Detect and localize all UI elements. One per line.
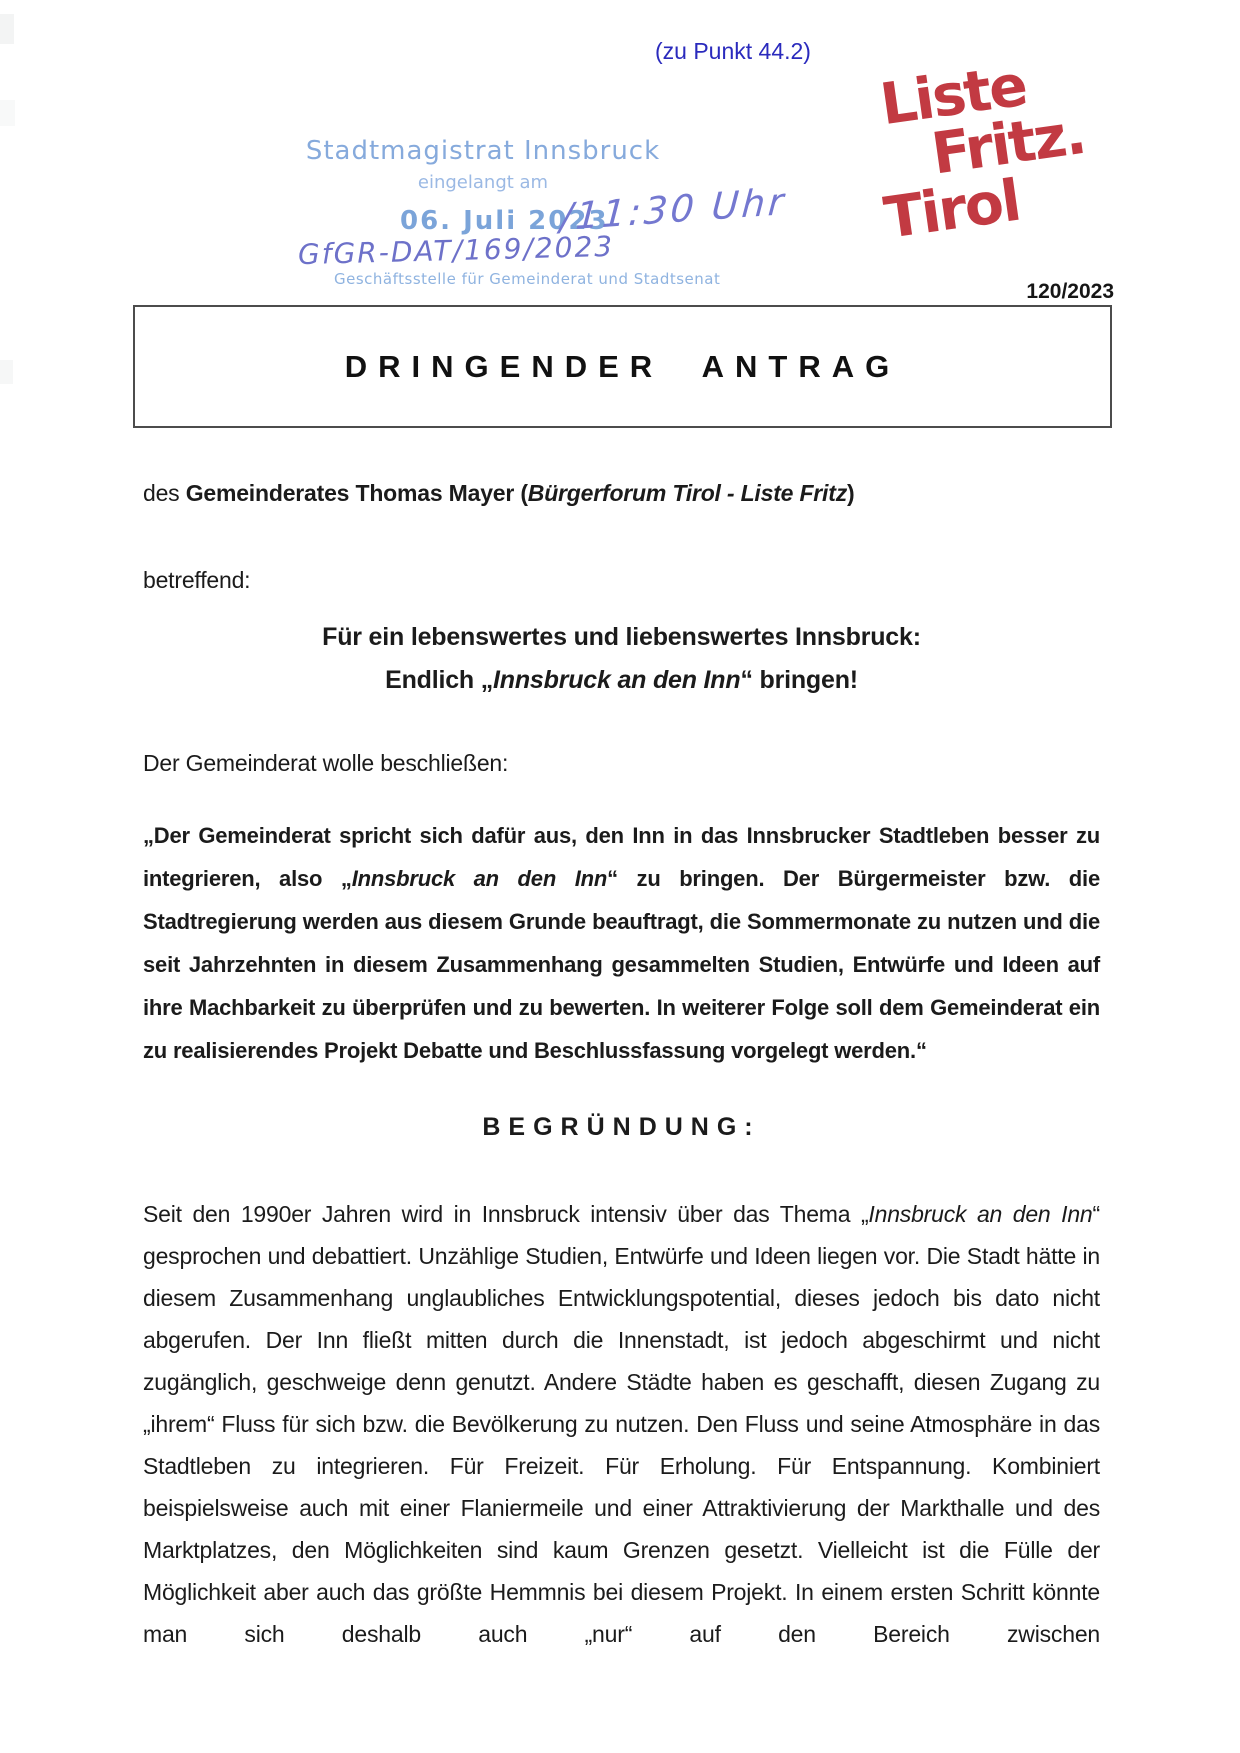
liste-fritz-tirol-logo xyxy=(867,50,1096,252)
justification-heading: BEGRÜNDUNG: xyxy=(482,1113,761,1141)
incoming-stamp xyxy=(297,136,788,288)
motion-lead-in: Der Gemeinderat wolle beschließen: xyxy=(143,750,509,776)
regarding-label: betreffend: xyxy=(143,567,251,593)
document-body xyxy=(143,478,1100,1655)
stamp-date: 06. Juli 2023 xyxy=(400,206,609,236)
stamp-received-label: eingelangt am xyxy=(417,172,549,193)
motion-text: „Der Gemeinderat spricht sich dafür aus, den Inn in das Innsbrucker Stadtleben besser zu integrieren, also „Innsbruck an den Inn“ zu bringen. Der Bürgermeister bzw. die Stadtregierung werden aus diesem Grunde beauftragt, die Sommermonate zu nutzen und die seit Jahrzehnten in diesem Zusammenhang gesammelten Studien, Entwürfe und Ideen auf ihre Machbarkeit zu überprüfen und zu bewerten. In weiterer Folge soll dem Gemeinderat ein zu realisierendes Projekt Debatte und Beschlussfassung vorgelegt werden.“ xyxy=(143,823,1100,1063)
scan-artifact xyxy=(0,360,13,384)
logo-line-2: Fritz. xyxy=(927,101,1089,188)
justification-text: Seit den 1990er Jahren wird in Innsbruck intensiv über das Thema „Innsbruck an den Inn“ gesprochen und debattiert. Unzählige Studien, Entwürfe und Ideen liegen vor. Die Stadt hätte in diesem Zusammenhang unglaubliches Entwicklungspotential, dieses jedoch bis dato nicht abgerufen. Der Inn fließt mitten durch die Innenstadt, ist jedoch abgeschirmt und nicht zugänglich, geschweige denn genutzt. Andere Städte haben es geschafft, diesen Zugang zu „ihrem“ Fluss für sich bzw. die Bevölkerung zu nutzen. Den Fluss und seine Atmosphäre in das Stadtleben zu integrieren. Für Freizeit. Für Erholung. Für Entspannung. Kombiniert beispielsweise auch mit einer Flaniermeile und einer Attraktivierung der Markthalle und des Marktplatzes, den Möglichkeiten sind kaum Grenzen gesetzt. Vielleicht ist die Fülle der Möglichkeit aber auch das größte Hemmnis bei diesem Projekt. In einem ersten Schritt könnte man sich deshalb auch „nur“ auf den Bereich zwischen xyxy=(143,1201,1100,1647)
subject-line-2: Endlich „Innsbruck an den Inn“ bringen! xyxy=(385,666,858,694)
document-title: DRINGENDER ANTRAG xyxy=(344,348,901,384)
stamp-department: Geschäftsstelle für Gemeinderat und Stadtsenat xyxy=(334,270,721,288)
subject-line-1: Für ein lebenswertes und liebenswertes Innsbruck: xyxy=(322,623,921,651)
logo-line-1: Liste xyxy=(876,52,1030,139)
document-number: 120/2023 xyxy=(1026,280,1114,303)
scan-artifact xyxy=(0,100,15,126)
logo-line-3: Tirol xyxy=(880,167,1024,252)
stamp-office-name: Stadtmagistrat Innsbruck xyxy=(305,136,661,166)
title-box xyxy=(133,305,1112,428)
agenda-point-note: (zu Punkt 44.2) xyxy=(655,38,811,64)
submitter-line: des Gemeinderates Thomas Mayer (Bürgerforum Tirol - Liste Fritz) xyxy=(143,480,855,506)
stamp-reference-handwritten: GfGR-DAT/169/2023 xyxy=(297,229,615,272)
scan-artifact xyxy=(0,14,14,44)
stamp-time-handwritten: /11:30 Uhr xyxy=(558,179,788,240)
